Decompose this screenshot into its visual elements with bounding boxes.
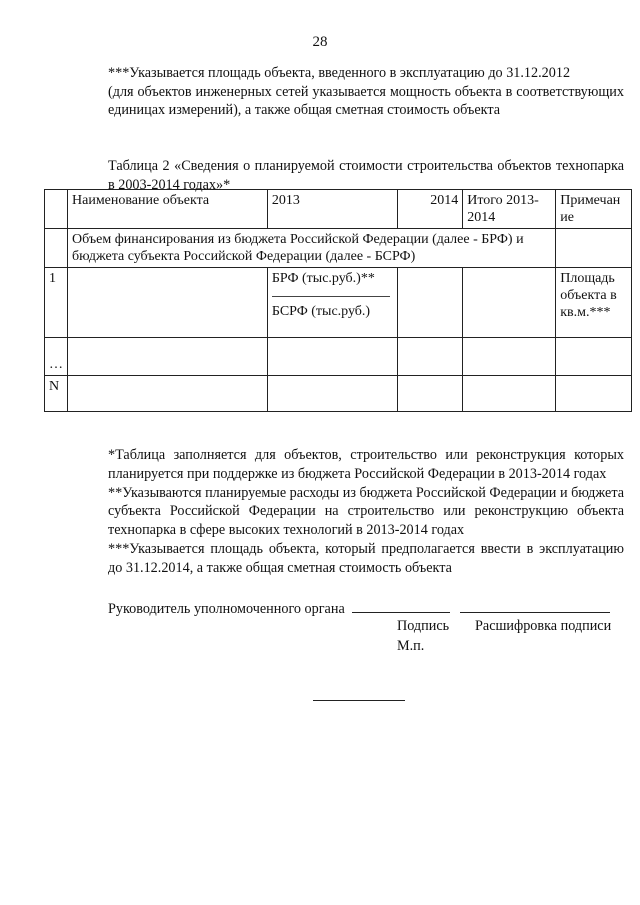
header-name: Наименование объекта — [68, 190, 268, 229]
signature-line — [108, 598, 624, 618]
funding-text: Объем финансирования из бюджета Российской Федерации (далее - БРФ) и бюджета субъекта Российской Федерации (далее - БСРФ) — [68, 229, 556, 268]
table-title: Таблица 2 «Сведения о планируемой стоимости строительства объектов технопарка в 2003-2014 годах»* — [108, 158, 624, 193]
sign-caption: Подпись — [397, 618, 450, 634]
funding-num-cell — [45, 229, 68, 268]
row-dots-num: … — [45, 338, 68, 376]
header-note: Примечание — [556, 190, 632, 229]
signature-label: Руководитель уполномоченного органа — [108, 601, 345, 617]
bottom-rule — [313, 700, 405, 701]
funding-row — [45, 229, 632, 268]
row-1-name — [68, 268, 268, 338]
header-total: Итого 2013-2014 — [463, 190, 556, 229]
row-1-bsrf: БСРФ (тыс.руб.) — [271, 304, 371, 319]
footnote-3: ***Указывается площадь объекта, который предполагается ввести в эксплуатацию до 31.12.2014, а также общая сметная стоимость объекта — [108, 540, 624, 576]
footnotes — [108, 446, 624, 578]
top-note — [108, 64, 624, 120]
footnote-1: *Таблица заполняется для объектов, строительство или реконструкция которых планируется при поддержке из бюджета Российской Федерации в 2013-2014 годах — [108, 447, 624, 482]
cost-table — [44, 189, 632, 412]
table-header-row — [45, 190, 632, 229]
top-note-line-2: (для объектов инженерных сетей указывается мощность объекта в соответствующих единицах измерений), а также общая сметная стоимость объекта — [108, 83, 624, 118]
row-1-note: Площадь объекта в кв.м.*** — [556, 268, 632, 338]
row-1-divider — [272, 296, 390, 297]
decode-caption: Расшифровка подписи — [475, 618, 612, 634]
header-2013: 2013 — [267, 190, 397, 229]
header-2014: 2014 — [397, 190, 462, 229]
row-1-num: 1 — [45, 268, 68, 338]
table-row-n — [45, 376, 632, 412]
page-number: 28 — [312, 34, 328, 50]
table-row-1 — [45, 268, 632, 338]
signature-blank — [352, 598, 450, 613]
table-row-dots — [45, 338, 632, 376]
footnote-2: **Указываются планируемые расходы из бюджета Российской Федерации и бюджета субъекта Российской Федерации на строительство или реконструкцию объекта технопарка в сфере высоких технологий в 2013-2014 годах — [108, 484, 624, 539]
decode-blank — [460, 598, 610, 613]
stamp-label: М.п. — [397, 638, 425, 654]
header-num-cell — [45, 190, 68, 229]
top-note-line-1: ***Указывается площадь объекта, введенного в эксплуатацию до 31.12.2012 — [108, 65, 571, 81]
row-n-num: N — [45, 376, 68, 412]
funding-note-cell — [556, 229, 632, 268]
row-1-brf: БРФ (тыс.руб.)** — [271, 271, 375, 286]
row-1-budget — [267, 268, 397, 338]
row-1-total — [463, 268, 556, 338]
row-1-2014 — [397, 268, 462, 338]
